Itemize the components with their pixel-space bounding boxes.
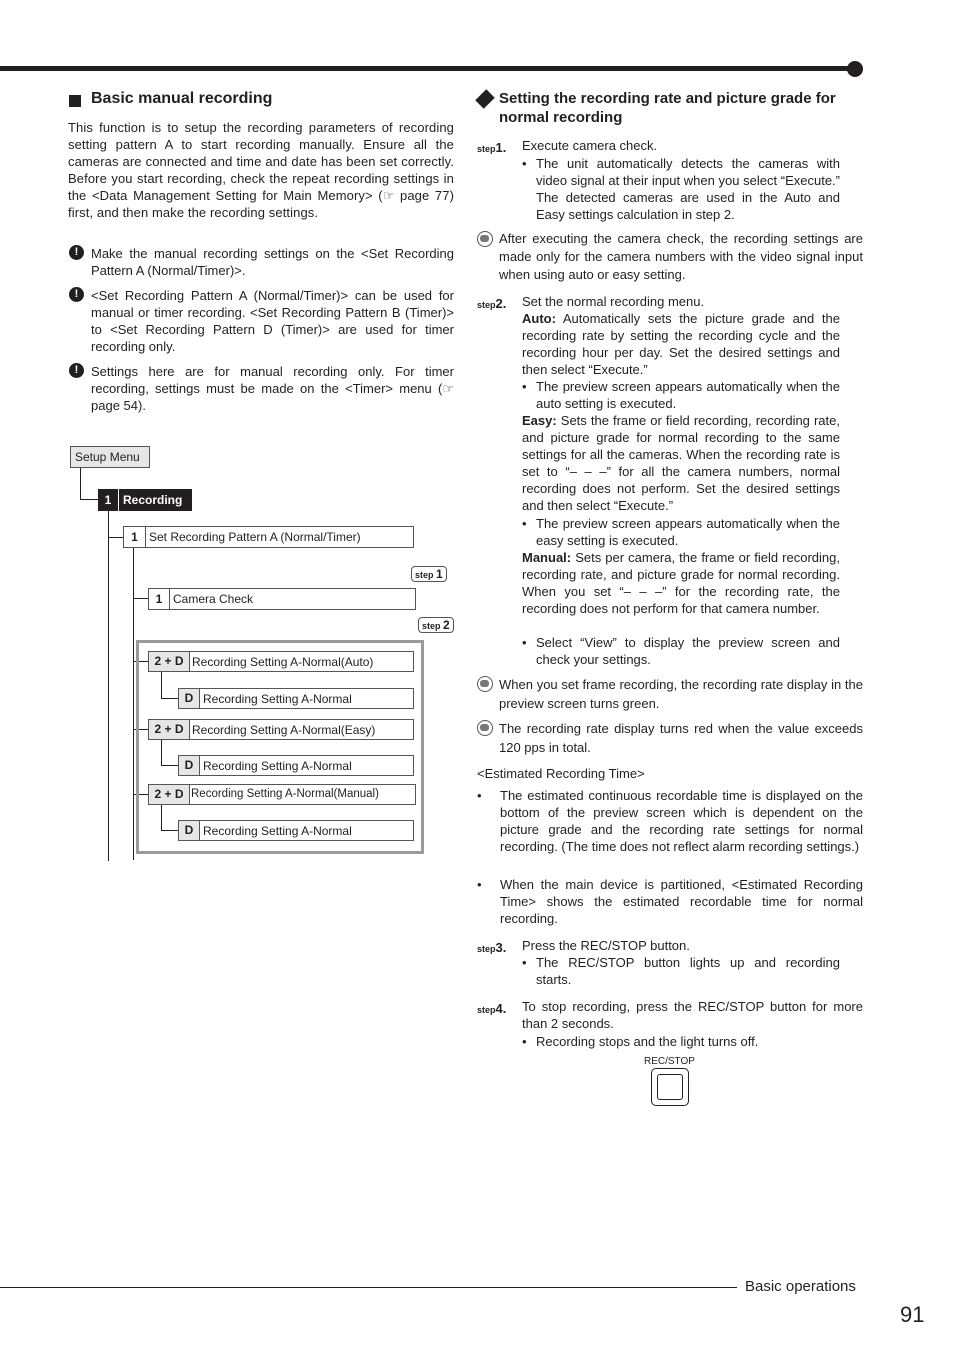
subsection-heading: Setting the recording rate and picture grade for normal recording (499, 90, 836, 126)
auto-description: Auto: Automatically sets the picture grade and the recording rate by setting the recording cycle and the recording hour per day. Set the desired settings and then select “Execute.” (522, 311, 840, 377)
setting-item-label: Recording Setting A-Normal(Easy) (192, 723, 376, 737)
step-4-text: To stop recording, press the REC/STOP button for more than 2 seconds. (522, 999, 863, 1031)
easy-description: Easy: Sets the frame or field recording, recording rate, and picture grade for normal recording to the same settings for all the cameras. When the recording rate is set to “– – –” for all the camera numbers, normal recording does not perform. Set the desired settings and then select “Execute.” (522, 413, 840, 513)
step-1-badge: step 1 (411, 566, 447, 582)
estimated-time-bullet: • When the main device is partitioned, <Estimated Recording Time> shows the estimated recordable time for normal recording. (477, 877, 863, 926)
setting-item-number: 2 + D (149, 652, 190, 671)
note-icon (477, 676, 493, 692)
step-1-marker: step1. (477, 140, 507, 155)
step-2-marker: step2. (477, 296, 507, 311)
step-4-marker: step4. (477, 1001, 507, 1016)
camera-check-box (148, 588, 416, 610)
setting-item-number: D (179, 756, 200, 775)
setting-item-easy (148, 719, 414, 740)
auto-bullet: • The preview screen appears automatically when the auto setting is executed. (522, 379, 840, 411)
setting-item-number: D (179, 821, 200, 840)
recording-label: Recording (119, 489, 192, 511)
pattern-a-box (123, 526, 414, 548)
step-1-bullet: • The unit automatically detects the cameras with video signal at their input when you select “Execute.” The detected cameras are used in the Auto and Easy settings calculation in step 2. (522, 156, 840, 222)
setting-item-label: Recording Setting A-Normal (203, 824, 352, 838)
manual-bullet: • Select “View” to display the preview screen and check your settings. (522, 635, 840, 667)
note-2: When you set frame recording, the recording rate display in the preview screen turns green. (499, 677, 863, 711)
intro-paragraph: This function is to setup the recording parameters of recording setting pattern A to start recording manually. Ensure all the cameras are connected and time and date has been set correctly. Before you start recording, check the repeat recording settings in the <Data Management Setting for Main Memory> (☞ page 77) first, and then make the recording settings. (68, 120, 454, 220)
warning-icon: ! (69, 245, 84, 260)
camera-check-number: 1 (149, 589, 170, 609)
note-1: After executing the camera check, the recording settings are made only for the camera numbers with the video signal input when using auto or easy setting. (499, 231, 863, 282)
setting-item-number: 2 + D (149, 720, 190, 739)
recording-number: 1 (98, 489, 118, 511)
setting-item-normal (178, 820, 414, 841)
warning-text-2: <Set Recording Pattern A (Normal/Timer)> can be used for manual or timer recording. <Set Recording Pattern B (Timer)> to <Set Recording Pattern D (Timer)> are used for timer recording only. (91, 288, 454, 354)
note-icon (477, 720, 493, 736)
note-icon (477, 231, 493, 247)
warning-text-3: Settings here are for manual recording only. For timer recording, settings must be made on the <Timer> menu (☞ page 54). (91, 364, 454, 413)
pattern-a-label: Set Recording Pattern A (Normal/Timer) (149, 530, 361, 544)
warning-icon: ! (69, 363, 84, 378)
setup-menu-box: Setup Menu (70, 446, 150, 468)
page-number: 91 (900, 1302, 925, 1327)
setting-item-normal (178, 688, 414, 709)
setting-item-manual (148, 784, 416, 805)
step-2-badge: step 2 (418, 617, 454, 633)
footer-section: Basic operations (745, 1278, 856, 1295)
note-3: The recording rate display turns red when the value exceeds 120 pps in total. (499, 721, 863, 755)
step-3-bullet: • The REC/STOP button lights up and recording starts. (522, 955, 840, 987)
step-3-marker: step3. (477, 940, 507, 955)
setting-item-label: Recording Setting A-Normal (203, 692, 352, 706)
step-1-text: Execute camera check. (522, 138, 658, 153)
setting-item-label: Recording Setting A-Normal (203, 759, 352, 773)
footer-rule (0, 1287, 737, 1288)
setting-item-auto (148, 651, 414, 672)
manual-description: Manual: Sets per camera, the frame or field recording, recording rate, and picture grade for normal recording. When you set “– – –” for the recording rate, the recording does not perform for that camera number. (522, 550, 840, 616)
pattern-a-number: 1 (124, 527, 146, 547)
setting-item-label: Recording Setting A-Normal(Manual) (191, 788, 379, 800)
warning-icon: ! (69, 287, 84, 302)
step-4-bullet: • Recording stops and the light turns off. (522, 1034, 759, 1049)
step-3-text: Press the REC/STOP button. (522, 938, 690, 953)
camera-check-label: Camera Check (173, 592, 254, 606)
section-title: Basic manual recording (91, 90, 273, 107)
setting-item-label: Recording Setting A-Normal(Auto) (192, 655, 374, 669)
setting-item-number: D (179, 689, 200, 708)
rec-stop-button-inner (657, 1074, 683, 1100)
warning-text-1: Make the manual recording settings on the <Set Recording Pattern A (Normal/Timer)>. (91, 246, 454, 278)
step-2-text: Set the normal recording menu. (522, 294, 705, 309)
setting-item-normal (178, 755, 414, 776)
easy-bullet: • The preview screen appears automatically when the easy setting is executed. (522, 516, 840, 548)
rec-stop-label: REC/STOP (644, 1056, 695, 1067)
setting-item-number: 2 + D (149, 785, 190, 804)
estimated-time-title: <Estimated Recording Time> (477, 766, 645, 781)
estimated-time-bullet: • The estimated continuous recordable time is displayed on the bottom of the preview screen which is dependent on the picture grade and the recording rate settings for normal recording. (The time does not reflect alarm recording settings.) (477, 788, 863, 854)
